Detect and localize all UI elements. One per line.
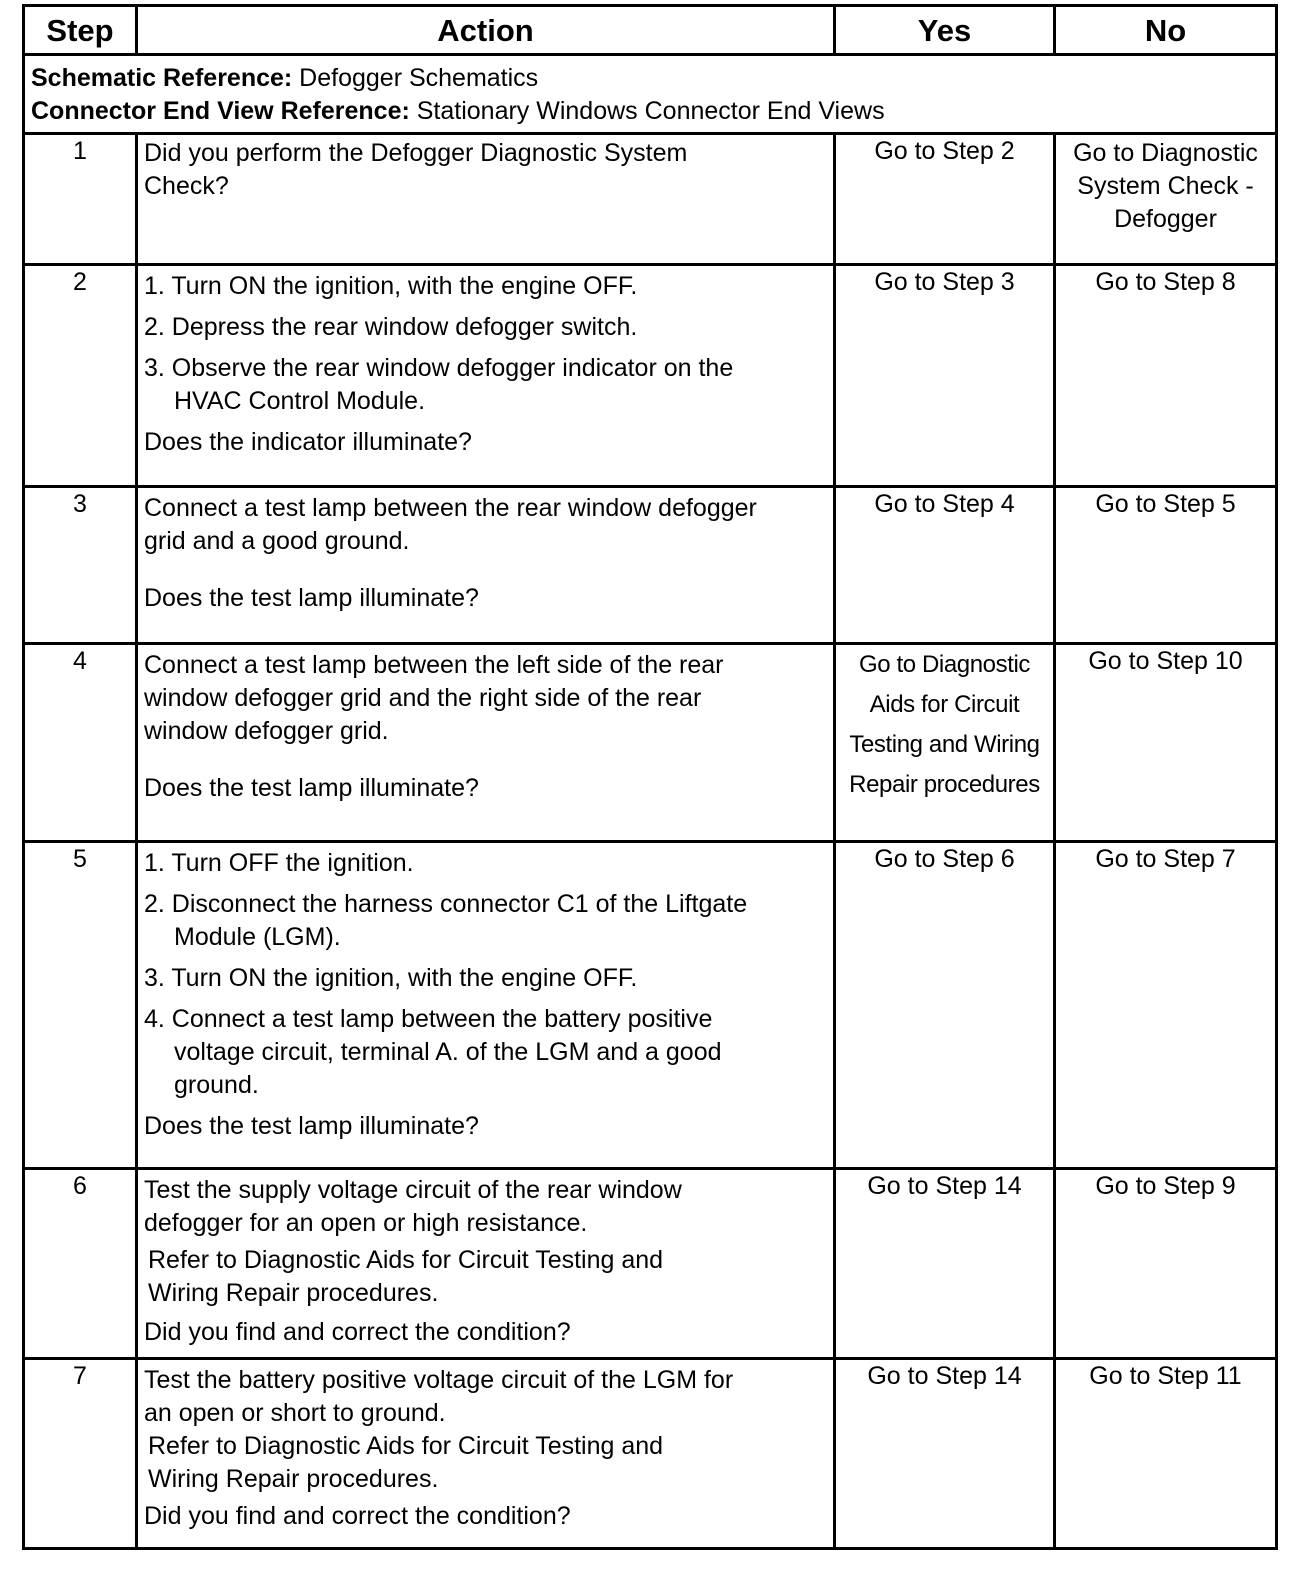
diagnostic-table: [22, 4, 1278, 1550]
step-number: 1: [24, 134, 137, 265]
step-number: 7: [24, 1359, 137, 1549]
header-yes: Yes: [835, 6, 1055, 55]
header-step: Step: [24, 6, 137, 55]
step-number: 4: [24, 644, 137, 842]
table-row: [24, 265, 1277, 487]
yes-outcome: Go to Step 6: [874, 845, 1015, 873]
no-outcome-line: System Check -: [1077, 172, 1254, 200]
action-item: 3. Turn ON the ignition, with the engine OFF.: [144, 964, 638, 992]
yes-cell: [835, 1359, 1055, 1549]
action-question: Does the test lamp illuminate?: [144, 774, 479, 802]
no-outcome: Go to Step 5: [1095, 490, 1236, 518]
yes-cell: [835, 644, 1055, 842]
no-outcome-line: Go to Diagnostic: [1073, 139, 1258, 167]
no-cell: [1055, 1359, 1277, 1549]
refer-line: Refer to Diagnostic Aids for Circuit Testing and: [148, 1246, 664, 1274]
yes-outcome: Go to Step 2: [874, 137, 1015, 165]
no-cell: [1055, 842, 1277, 1169]
table-row: [24, 1169, 1277, 1359]
action-cell: [137, 644, 835, 842]
action-line: Test the supply voltage circuit of the rear window: [144, 1176, 682, 1204]
table-row: [24, 134, 1277, 265]
action-line: window defogger grid.: [144, 717, 389, 745]
reference-cell: [24, 55, 1277, 134]
action-item: 1. Turn ON the ignition, with the engine OFF.: [144, 272, 638, 300]
yes-outcome-line: Go to Diagnostic: [858, 651, 1031, 678]
action-line: Connect a test lamp between the left side of the rear: [144, 651, 724, 679]
yes-outcome-line: Testing and Wiring: [849, 731, 1040, 758]
action-cell: [137, 842, 835, 1169]
action-question: Did you find and correct the condition?: [144, 1318, 571, 1346]
connector-reference-label: Connector End View Reference:: [31, 97, 410, 125]
action-item-continued: Module (LGM).: [174, 923, 341, 951]
table-row: [24, 842, 1277, 1169]
yes-cell: [835, 265, 1055, 487]
step-number: 3: [24, 487, 137, 644]
no-outcome: Go to Step 8: [1095, 268, 1236, 296]
refer-line: Wiring Repair procedures.: [148, 1279, 439, 1307]
action-item-continued: HVAC Control Module.: [174, 387, 426, 415]
yes-cell: [835, 1169, 1055, 1359]
table-row: [24, 1359, 1277, 1549]
action-question: Did you find and correct the condition?: [144, 1502, 571, 1530]
no-outcome: Go to Step 11: [1089, 1362, 1242, 1390]
header-row: [24, 6, 1277, 55]
step-number: 6: [24, 1169, 137, 1359]
action-line: Test the battery positive voltage circuit of the LGM for: [144, 1366, 734, 1394]
no-outcome: Go to Step 7: [1095, 845, 1236, 873]
yes-cell: [835, 842, 1055, 1169]
yes-outcome: Go to Step 3: [874, 268, 1015, 296]
action-question: Does the indicator illuminate?: [144, 428, 472, 456]
yes-cell: [835, 134, 1055, 265]
action-question: Does the test lamp illuminate?: [144, 584, 479, 612]
action-question: Does the test lamp illuminate?: [144, 1112, 479, 1140]
action-cell: [137, 1169, 835, 1359]
action-cell: [137, 134, 835, 265]
no-cell: [1055, 644, 1277, 842]
action-item: 1. Turn OFF the ignition.: [144, 849, 414, 877]
action-cell: [137, 265, 835, 487]
action-line: Check?: [144, 172, 229, 200]
no-outcome-line: Defogger: [1114, 205, 1217, 233]
action-line: window defogger grid and the right side of the rear: [144, 684, 702, 712]
header-action: Action: [137, 6, 835, 55]
action-item: 2. Disconnect the harness connector C1 of the Liftgate: [144, 890, 748, 918]
no-outcome: Go to Step 9: [1095, 1172, 1236, 1200]
header-no: No: [1055, 6, 1277, 55]
yes-outcome: Go to Step 14: [867, 1362, 1022, 1390]
table-row: [24, 487, 1277, 644]
refer-line: Refer to Diagnostic Aids for Circuit Testing and: [148, 1432, 664, 1460]
action-item: 2. Depress the rear window defogger switch.: [144, 313, 638, 341]
no-cell: [1055, 1169, 1277, 1359]
yes-outcome: Go to Step 14: [867, 1172, 1022, 1200]
refer-line: Wiring Repair procedures.: [148, 1465, 439, 1493]
action-line: defogger for an open or high resistance.: [144, 1209, 588, 1237]
action-line: an open or short to ground.: [144, 1399, 446, 1427]
no-cell: [1055, 487, 1277, 644]
reference-row: [24, 55, 1277, 134]
step-number: 2: [24, 265, 137, 487]
schematic-reference-value: Defogger Schematics: [292, 64, 539, 92]
action-item-continued: ground.: [174, 1071, 259, 1099]
table-row: [24, 644, 1277, 842]
yes-outcome-line: Repair procedures: [849, 771, 1040, 798]
yes-cell: [835, 487, 1055, 644]
action-item: 3. Observe the rear window defogger indicator on the: [144, 354, 734, 382]
step-number: 5: [24, 842, 137, 1169]
action-line: Did you perform the Defogger Diagnostic System: [144, 139, 688, 167]
connector-reference-value: Stationary Windows Connector End Views: [409, 97, 885, 125]
action-cell: [137, 1359, 835, 1549]
yes-outcome: Go to Step 4: [874, 490, 1015, 518]
action-cell: [137, 487, 835, 644]
action-line: Connect a test lamp between the rear window defogger: [144, 494, 757, 522]
no-cell: [1055, 134, 1277, 265]
action-item: 4. Connect a test lamp between the battery positive: [144, 1005, 713, 1033]
schematic-reference-label: Schematic Reference:: [31, 64, 293, 92]
no-cell: [1055, 265, 1277, 487]
action-line: grid and a good ground.: [144, 527, 410, 555]
action-item-continued: voltage circuit, terminal A. of the LGM and a good: [174, 1038, 722, 1066]
yes-outcome-line: Aids for Circuit: [869, 691, 1020, 718]
no-outcome: Go to Step 10: [1088, 647, 1243, 675]
